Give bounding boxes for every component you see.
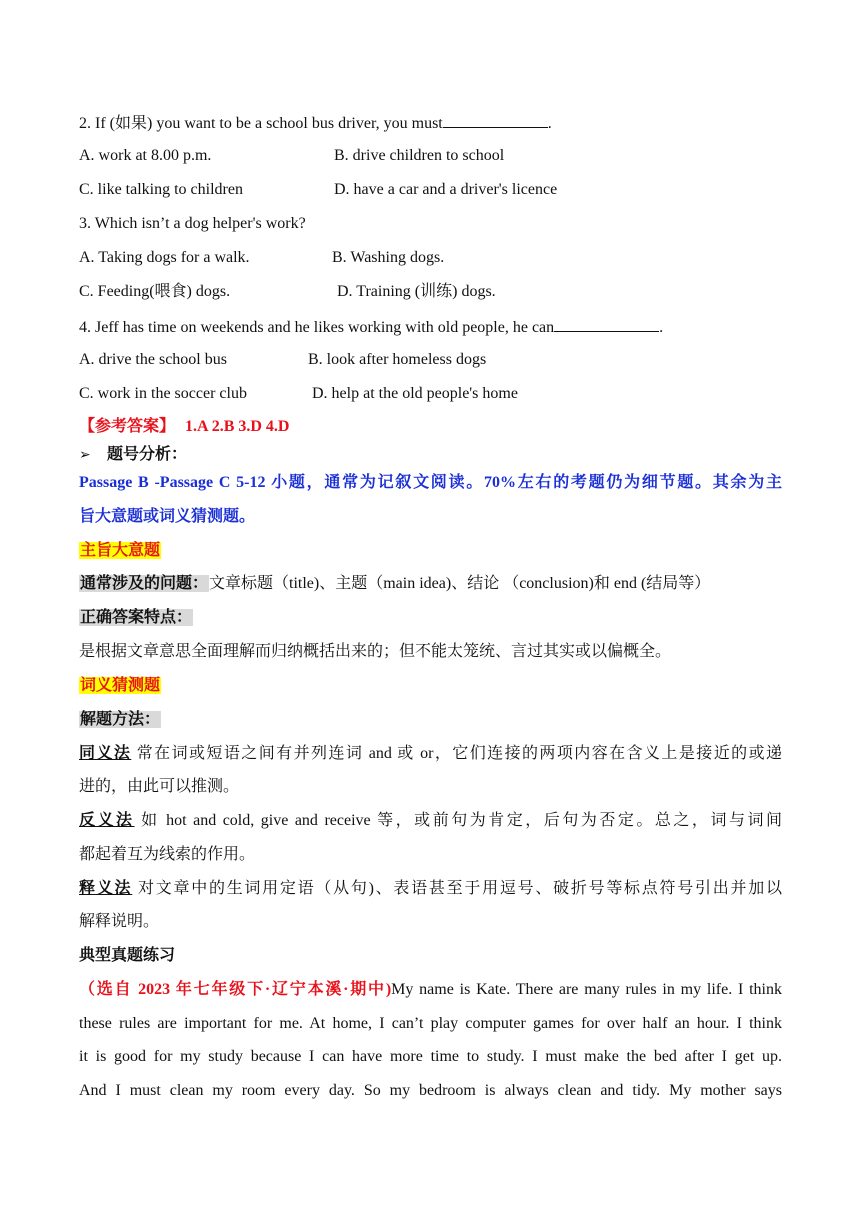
antonym-method-label: 反义法: [79, 812, 135, 829]
answer-blank: [443, 112, 548, 128]
synonym-method-line-1: [79, 744, 782, 764]
main-idea-section-title: [79, 541, 782, 561]
main-idea-question-text: 文章标题（title)、主题（main idea)、结论 （conclusion)和 end (结局等）: [209, 575, 711, 592]
question-2-text: 2. If (如果) you want to be a school bus driver, you must: [79, 115, 443, 132]
practice-source: （选自 2023 年七年级下·辽宁本溪·期中): [79, 981, 392, 998]
method-label-line: [79, 710, 782, 730]
synonym-method-label: 同义法: [79, 745, 132, 762]
main-idea-question-label: 通常涉及的问题：: [80, 575, 209, 592]
synonym-method-text: 常在词或短语之间有并列连词 and 或 or，它们连接的两项内容在含义上是接近的或递: [136, 745, 783, 762]
synonym-method-line-2: 进的，由此可以推测。: [79, 778, 240, 795]
practice-passage-line-4: And I must clean my room every day. So my bedroom is always clean and tidy. My mother says: [79, 1082, 782, 1099]
definition-method-line-1: [79, 879, 782, 899]
option-a: A. drive the school bus: [79, 351, 227, 368]
word-guess-title: 词义猜测题: [80, 677, 161, 694]
method-label: 解题方法：: [80, 711, 161, 728]
question-3-stem: 3. Which isn’t a dog helper's work?: [79, 215, 306, 232]
answer-blank: [554, 316, 659, 332]
question-2-end: .: [547, 115, 552, 132]
option-a: A. Taking dogs for a walk.: [79, 249, 250, 266]
option-b: B. drive children to school: [334, 147, 505, 164]
option-b: B. look after homeless dogs: [308, 351, 487, 368]
antonym-method-line-2: 都起着互为线索的作用。: [79, 846, 256, 863]
antonym-method-line-1: [79, 811, 782, 831]
word-guess-section-title: [79, 676, 782, 696]
question-2-options-row-1: [79, 146, 782, 166]
definition-method-line-2: 解释说明。: [79, 913, 160, 930]
analysis-intro-line-1: Passage B -Passage C 5-12 小题，通常为记叙文阅读。70%左右的考题仍为细节题。其余为主: [79, 474, 782, 491]
analysis-heading: [79, 445, 782, 465]
definition-method-text: 对文章中的生词用定语（从句)、表语甚至于用逗号、破折号等标点符号引出并加以: [137, 880, 782, 897]
question-4-end: .: [659, 319, 664, 336]
analysis-heading-text: 题号分析：: [107, 446, 188, 463]
option-c: C. work in the soccer club: [79, 385, 247, 402]
question-4-options-row-1: [79, 350, 782, 370]
option-c: C. like talking to children: [79, 181, 243, 198]
main-idea-answer-text: 是根据文章意思全面理解而归纳概括出来的；但不能太笼统、言过其实或以偏概全。: [79, 643, 672, 660]
option-c: C. Feeding(喂食) dogs.: [79, 283, 231, 300]
question-4-options-row-2: [79, 384, 782, 404]
question-2-options-row-2: [79, 180, 782, 200]
practice-passage-text: My name is Kate. There are many rules in my life. I think: [391, 981, 782, 998]
practice-passage-line-3: it is good for my study because I can have more time to study. I must make the bed after I get up.: [79, 1048, 782, 1065]
answer-key-value: 1.A 2.B 3.D 4.D: [185, 418, 290, 435]
option-b: B. Washing dogs.: [332, 249, 445, 266]
main-idea-title: 主旨大意题: [80, 542, 161, 559]
analysis-intro-line-2: 旨大意题或词义猜测题。: [79, 508, 256, 525]
main-idea-answer-label-line: [79, 608, 782, 628]
arrow-bullet-icon: ➢: [79, 447, 91, 463]
answer-key-label: 【参考答案】: [79, 418, 176, 435]
option-d: D. have a car and a driver's licence: [334, 181, 558, 198]
main-idea-answer-label: 正确答案特点：: [80, 609, 193, 626]
practice-title: 典型真题练习: [79, 947, 176, 964]
practice-passage-line-1: [79, 980, 782, 1000]
option-d: D. help at the old people's home: [312, 385, 518, 402]
antonym-method-text: 如 hot and cold, give and receive 等，或前句为肯定，后句为否定。总之，词与词间: [141, 812, 782, 829]
option-a: A. work at 8.00 p.m.: [79, 147, 212, 164]
question-3-options-row-2: [79, 282, 782, 302]
question-4-text: 4. Jeff has time on weekends and he likes working with old people, he can: [79, 319, 555, 336]
answer-key: [79, 417, 782, 437]
question-3-options-row-1: [79, 248, 782, 268]
question-4-stem: [79, 316, 782, 338]
main-idea-question-line: [79, 574, 782, 594]
question-2-stem: [79, 112, 782, 134]
definition-method-label: 释义法: [79, 880, 133, 897]
practice-passage-line-2: these rules are important for me. At home, I can’t play computer games for over half an hour. I think: [79, 1015, 782, 1032]
option-d: D. Training (训练) dogs.: [337, 283, 496, 300]
